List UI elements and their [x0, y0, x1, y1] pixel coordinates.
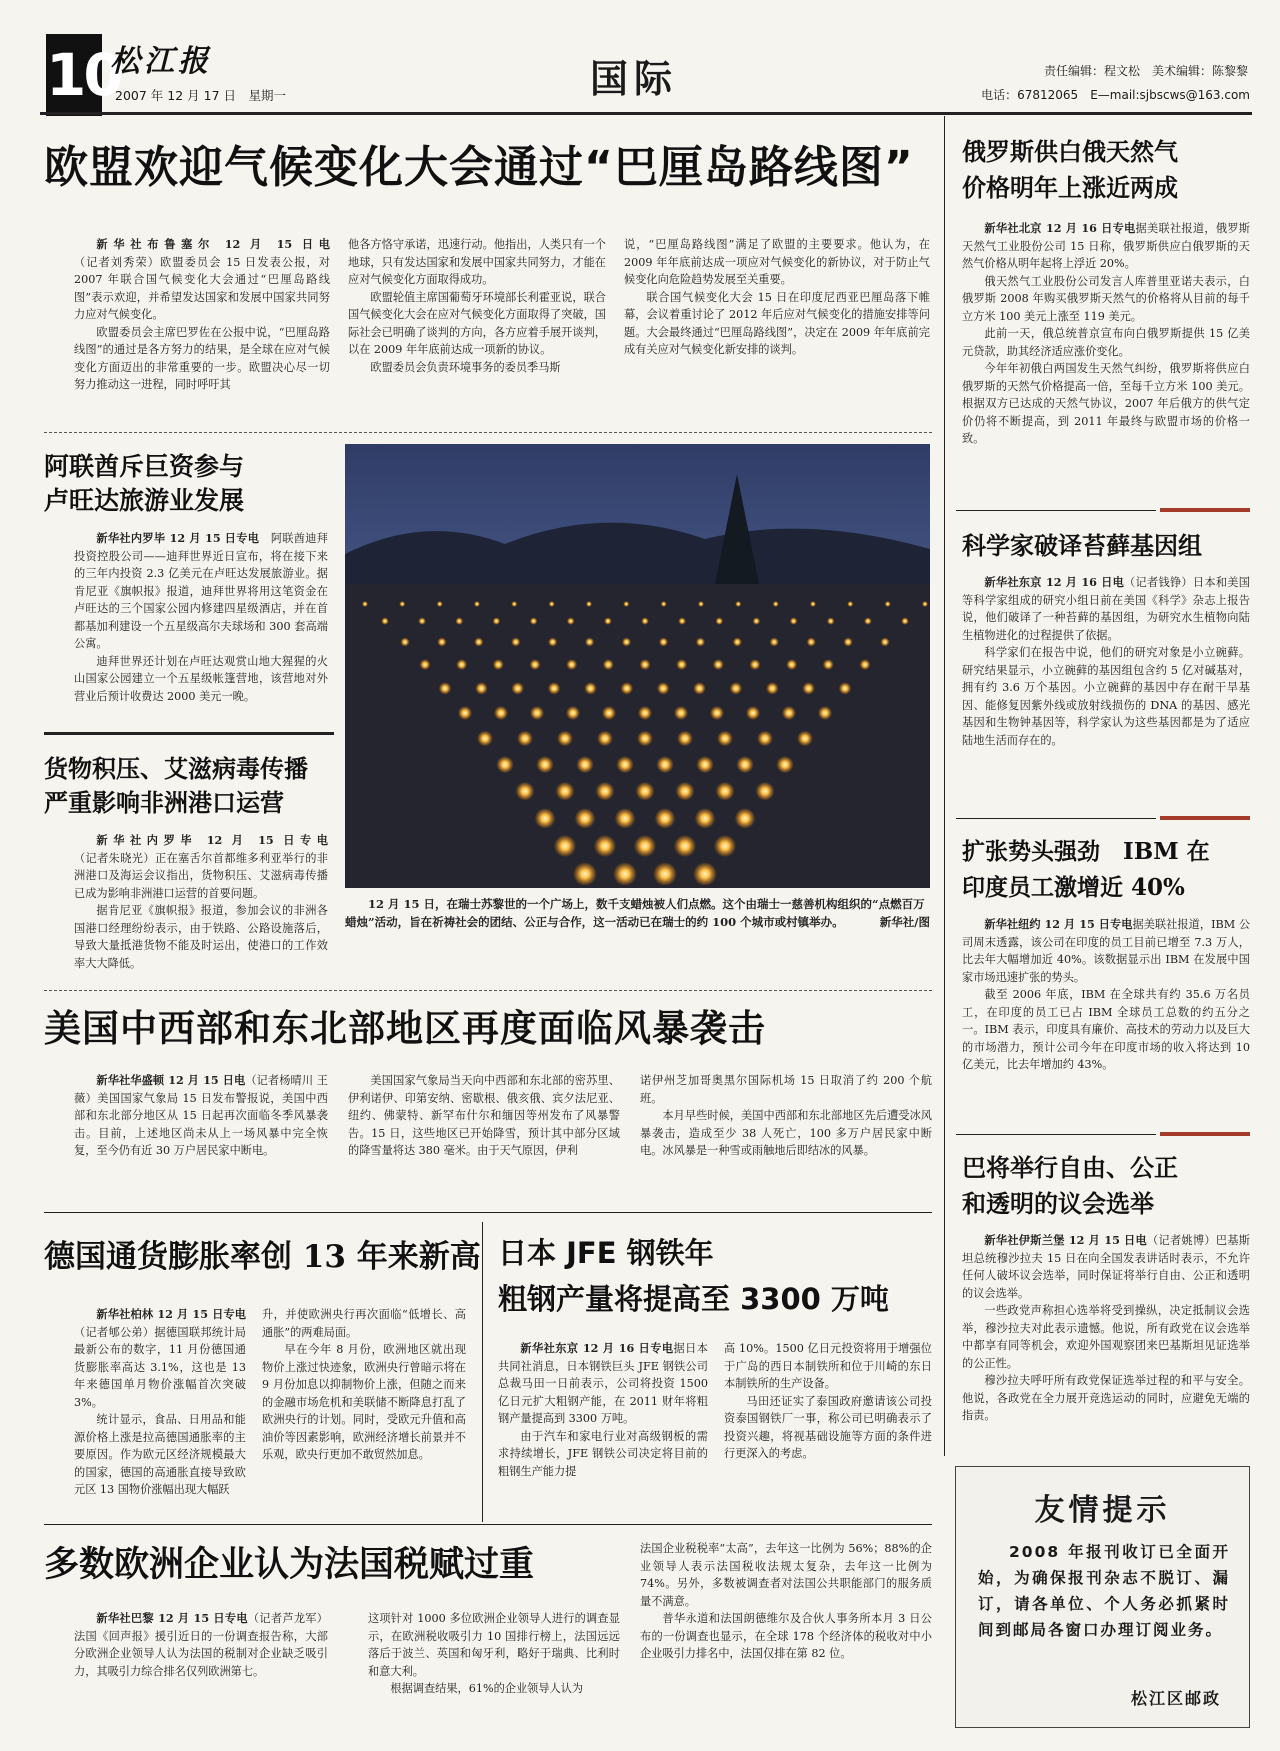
candle-light — [901, 617, 909, 625]
candle-light — [530, 617, 538, 625]
candle-light — [860, 659, 871, 670]
divider — [956, 1134, 1156, 1135]
candle-light — [616, 756, 633, 773]
candle-light — [615, 808, 636, 829]
candle-light — [399, 601, 405, 607]
candle-light — [695, 808, 716, 829]
article-us-storm-col3: 诺伊州芝加哥奥黑尔国际机场 15 日取消了约 200 个航班。 本月早些时候，美国中西部和东北部地区先后遭受冰风暴袭击，造成至少 38 人死亡，100 多万户居民家中断电。冰风暴是一种雪或雨触地后即结冰的风暴。 — [640, 1074, 932, 1157]
headline-russia-gas: 俄罗斯供白俄天然气 价格明年上涨近两成 — [962, 137, 1178, 202]
article-russia-gas: 新华社北京 12 月 16 日专电据美联社报道，俄罗斯天然气工业股份公司 15 日称，俄罗斯供应白俄罗斯的天然气价格从明年起将上浮近 20%。 俄天然气工业股份公司发言人库普里亚诺夫表示，白俄罗斯 2008 年购买俄罗斯天然气的价格将从目前的每千立方米 100 美元上涨至 119 美元。 此前一天，俄总统普京宣布向白俄罗斯提供 15 亿美元贷款，助其经济适应涨价变化。 今年年初俄白两国发生天然气纠纷，俄罗斯将供应白俄罗斯的天然气价格提高一倍，至每千立方米 100 美元。根据双方已达成的天然气协议，2007 年后俄方的供气定价仍将不断提高，到 2011 年最终与欧盟市场的价格一致。 — [962, 221, 1250, 445]
candle-light — [456, 659, 467, 670]
candle-light — [604, 617, 612, 625]
candle-light — [753, 617, 761, 625]
candle-light — [548, 682, 561, 695]
candle-light — [678, 617, 686, 625]
candle-light — [494, 706, 508, 720]
candle-light — [766, 682, 779, 695]
reminder-text: 2008 年报刊收订已全面开始，为确保报刊杂志不脱订、漏订，请各单位、个人务必抓紧时间到邮局各窗口办理订阅业务。 — [978, 1543, 1230, 1639]
candle-light — [716, 617, 724, 625]
candle-light — [810, 601, 816, 607]
candle-light — [511, 601, 517, 607]
candle-light — [566, 706, 580, 720]
divider — [956, 818, 1156, 819]
candle-light — [661, 601, 667, 607]
editors-credit: 责任编辑：程文松 美术编辑：陈黎黎 — [1043, 64, 1248, 78]
column-divider — [944, 116, 945, 1456]
candle-light — [827, 617, 835, 625]
candle-light — [477, 731, 493, 747]
article-jfe-col1: 新华社东京 12 月 16 日专电据日本共同社消息，日本钢铁巨头 JFE 钢铁公司总裁马田一日前表示，公司将投资 1500 亿日元扩大粗钢产能，在 2011 财年将粗钢产量提高到 3300 万吨。 由于汽车和家电行业对高级钢板的需求持续增长，JFE 钢铁公司决定将目前的粗钢生产能力提 — [498, 1341, 708, 1478]
candle-light — [736, 756, 753, 773]
candle-light — [730, 682, 743, 695]
photo-caption: 12 月 15 日，在瑞士苏黎世的一个广场上，数千支蜡烛被人们点燃。这个由瑞士一慈善机构组织的“点燃百万蜡烛”活动，旨在祈祷社会的团结、公正与合作，这一活动已在瑞士的约 100 个城市或村镇举办。 新华社/图 — [345, 897, 930, 929]
candle-light — [641, 617, 649, 625]
article-eu-tax-col1: 新华社巴黎 12 月 15 日专电（记者芦龙军）法国《回声报》援引近日的一份调查报告称，大部分欧洲企业领导人认为法国的税制对企业缺乏吸引力，其吸引力综合排名仅列欧洲第七。 — [74, 1611, 328, 1678]
candle-light — [597, 731, 613, 747]
candle-light — [575, 808, 596, 829]
candle-light — [594, 835, 616, 857]
candle-light — [530, 706, 544, 720]
article-uae-rwanda: 新华社内罗毕 12 月 15 日专电 阿联酋迪拜投资控股公司——迪拜世界近日宣布，将在接下来的三年内投资 2.3 亿美元在卢旺达发展旅游业。据肯尼亚《旗帜报》报道，迪拜世界将用这笔资金在卢旺达的三个国家公园内修建四星级酒店，并在首都基加利建设一个五星级高尔夫球场和 300 套高端公寓。 迪拜世界还计划在卢旺达观赏山地大猩猩的火山国家公园建立一个五星级帐篷营地，该营地对外营业后预计收费达 2000 美元一晚。 — [74, 531, 328, 703]
candle-light — [556, 782, 575, 801]
candle-light — [693, 682, 706, 695]
headline-eu-tax: 多数欧洲企业认为法国税赋过重 — [44, 1545, 535, 1585]
candle-light — [693, 862, 717, 886]
candle-light — [714, 835, 736, 857]
candle-light — [493, 617, 501, 625]
headline-eu-climate: 欧盟欢迎气候变化大会通过“巴厘岛路线图” — [44, 142, 914, 193]
candle-light — [656, 756, 673, 773]
section-title: 国际 — [590, 57, 679, 101]
reminder-signature: 松江区邮政 — [1130, 1689, 1221, 1708]
candle-light — [880, 637, 889, 646]
article-africa-ports: 新华社内罗毕 12 月 15 日专电（记者朱晓光）正在塞舌尔首都维多利亚举行的非洲港口及海运会议指出，货物积压、艾滋病毒传播已成为影响非洲港口运营的首要问题。 据肯尼亚《旗帜报》报道，参加会议的非洲各国港口经理纷纷表示，由于铁路、公路设施落后，导致大量抵港货物不能及时运出，使港口的工作效率大大降低。 — [74, 833, 328, 970]
article-pakistan-election: 新华社伊斯兰堡 12 月 15 日电（记者姚博）巴基斯坦总统穆沙拉夫 15 日在向全国发表讲话时表示，不允许任何人破坏议会选举，同时保证将举行自由、公正和透明的议会选举。 一些政党声称担心选举将受到操纵，决定抵制议会选举，穆沙拉夫对此表示遗憾。他说，所有政党在议会选举中都享有同等机会，欢迎外国观察团来巴基斯坦见证选举的公正性。 穆沙拉夫呼吁所有政党保证选举过程的和平与安全。他说，各政党在全力展开竞选运动的同时，应避免无端的指责。 — [962, 1233, 1250, 1422]
candle-light — [802, 682, 815, 695]
article-eu-climate-col1: 新华社布鲁塞尔 12 月 15 日电（记者刘秀荣）欧盟委员会 15 日发表公报，对 2007 年联合国气候变化大会通过“巴厘岛路线图”表示欢迎，并希望发达国家和发展中国家共同努力应对气候变化。 欧盟委员会主席巴罗佐在公报中说，“巴厘岛路线图”的通过是各方努力的结果，是全球在应对气候变化方面迈出的非常重要的一步。欧盟决心尽一切努力推动这一进程，同时呼吁其 — [74, 237, 330, 391]
candle-light — [400, 637, 409, 646]
candle-light — [776, 756, 793, 773]
candle-light — [602, 706, 616, 720]
article-eu-climate-col2: 他各方恪守承诺，迅速行动。他指出，人类只有一个地球，只有发达国家和发展中国家共同努力，才能在应对气候变化方面取得成功。 欧盟轮值主席国葡萄牙环境部长利霍亚说，联合国气候变化大会在应对气候变化方面取得了突破，国际社会已明确了谈判的方向，各方应着手展开谈判，以在 2009 年年底前达成一项新的协议。 欧盟委员会负责环境事务的委员季马斯 — [348, 238, 606, 374]
candle-light — [493, 659, 504, 670]
divider — [956, 510, 1156, 511]
candle-light — [516, 782, 535, 801]
candle-light — [623, 601, 629, 607]
candle-light — [475, 682, 488, 695]
candle-light — [634, 835, 656, 857]
candle-light — [674, 706, 688, 720]
candle-light — [548, 637, 557, 646]
candle-light — [733, 637, 742, 646]
candle-light — [844, 637, 853, 646]
headline-us-storm: 美国中西部和东北部地区再度面临风暴袭击 — [44, 1007, 766, 1050]
candle-light — [659, 637, 668, 646]
headline-uae-rwanda: 阿联酋斥巨资参与 卢旺达旅游业发展 — [44, 452, 245, 515]
candle-light — [677, 731, 693, 747]
divider — [44, 990, 932, 991]
candle-light — [746, 706, 760, 720]
candle-light — [657, 682, 670, 695]
divider — [44, 432, 932, 433]
candle-light — [418, 617, 426, 625]
candle-light — [698, 601, 704, 607]
accent-bar — [1160, 508, 1250, 512]
candle-light — [770, 637, 779, 646]
headline-ibm-india: 扩张势头强劲 IBM 在 印度员工激增近 40% — [962, 838, 1210, 901]
article-us-storm-col2: 美国国家气象局当天向中西部和东北部的密苏里、伊利诺伊、印第安纳、密歇根、俄亥俄、宾夕法尼亚、纽约、佛蒙特、新罕布什尔和缅因等州发布了风暴警告。15 日，这些地区已开始降雪，预计其中部分区域的降雪量将达 380 毫米。由于天气原因，伊利 — [348, 1074, 620, 1157]
article-germany-col1: 新华社柏林 12 月 15 日专电（记者郇公弟）据德国联邦统计局最新公布的数字，11 月份德国通货膨胀率高达 3.1%，这也是 13 年来德国单月物价涨幅首次突破 3%。 统计显示，食品、日用品和能源价格上涨是拉高德国通胀率的主要原因。作为欧元区经济规模最大的国家，德国的高通胀直接导致欧元区 13 国物价涨幅出现大幅跃 — [74, 1307, 246, 1496]
headline-pakistan-election: 巴将举行自由、公正 和透明的议会选举 — [962, 1153, 1178, 1218]
candle-light — [922, 601, 928, 607]
headline-germany-inflation: 德国通货膨胀率创 13 年来新高 — [44, 1239, 481, 1275]
candle-light — [847, 601, 853, 607]
reminder-title: 友情提示 — [1034, 1493, 1171, 1528]
candle-light — [823, 659, 834, 670]
candle-light — [437, 601, 443, 607]
candle-light — [676, 782, 695, 801]
candle-light — [381, 617, 389, 625]
candle-light — [474, 601, 480, 607]
candle-light — [456, 617, 464, 625]
candle-light — [716, 782, 735, 801]
divider — [44, 1524, 932, 1525]
candle-light — [586, 601, 592, 607]
headline-moss-genome: 科学家破译苔藓基因组 — [962, 531, 1202, 560]
candle-light — [511, 682, 524, 695]
candle-light — [566, 659, 577, 670]
article-us-storm-col1: 新华社华盛顿 12 月 15 日电（记者杨晴川 王薇）美国国家气象局 15 日发布警报说，美国中西部和东北部分地区从 15 日起再次面临冬季风暴袭击。目前，上述地区尚未从上一场风暴中完全恢复，至今仍有近 30 万户居民家中断电。 — [74, 1073, 328, 1157]
header-rule — [40, 112, 1252, 115]
candle-light — [807, 637, 816, 646]
photo-credit: 新华社/图 — [879, 915, 930, 929]
candle-light — [517, 731, 533, 747]
candle-light — [655, 808, 676, 829]
candle-light — [596, 782, 615, 801]
candle-light — [818, 706, 832, 720]
candle-light — [584, 682, 597, 695]
candle-light — [362, 601, 368, 607]
candle-light — [790, 617, 798, 625]
candle-light — [773, 601, 779, 607]
candle-light — [576, 756, 593, 773]
article-eu-tax-col2: 这项针对 1000 多位欧洲企业领导人进行的调查显示，在欧洲税收吸引力 10 国排行榜上，法国远远落后于波兰、英国和匈牙利，略好于瑞典、比利时和意大利。 根据调查结果，61%的企业领导人认为 — [368, 1612, 620, 1695]
article-jfe-col2: 高 10%。1500 亿日元投资将用于增强位于广岛的西日本制铁所和位于川崎的东日本制铁所的生产设备。 马田还证实了泰国政府邀请该公司投资泰国钢铁厂一事，称公司已明确表示了投资兴趣，将视基础设施等方面的条件进行更深入的考虑。 — [724, 1342, 932, 1460]
headline-africa-ports: 货物积压、艾滋病毒传播 严重影响非洲港口运营 — [44, 754, 308, 817]
candle-light — [864, 617, 872, 625]
candle-light — [750, 659, 761, 670]
candle-light — [885, 601, 891, 607]
candle-light — [653, 862, 677, 886]
masthead-logo: 松江报 — [110, 44, 212, 79]
article-eu-climate-col3: 说，“巴厘岛路线图”满足了欧盟的主要要求。他认为，在 2009 年年底前达成一项应对气候变化的新协议，对于防止气候变化向危险趋势发展至关重要。 联合国气候变化大会 15 日在印度尼西亚巴厘岛落下帷幕，会议着重讨论了 2012 年后应对气候变化的措施安排等问题。大会最终通过“巴厘岛路线图”，决定在 2009 年年底前完成有关应对气候变化新安排的谈判。 — [624, 238, 930, 356]
candle-light — [511, 637, 520, 646]
accent-bar — [1160, 816, 1250, 820]
candle-light — [439, 682, 452, 695]
contact-info: 电话：67812065 E—mail:sjbscws@163.com — [981, 88, 1250, 102]
candle-light — [573, 862, 597, 886]
candle-light — [786, 659, 797, 670]
article-moss-genome: 新华社东京 12 月 16 日电（记者钱铮）日本和美国等科学家组成的研究小组日前在美国《科学》杂志上报告说，他们破译了一种苔藓的基因组，为研究水生植物向陆生植物进化的过程提供了依据。 科学家们在报告中说，他们的研究对象是小立碗藓。研究结果显示，小立碗藓的基因组包含约 5 亿对碱基对，拥有约 3.6 万个基因。小立碗藓的基因中存在耐干旱基因、能修复因紫外线或放射线损伤的 DNA 的基因、感光基因和生物钟基因等，科学家认为这些基因都是为了适应陆地生活而存在的。 — [962, 575, 1250, 747]
page-number: 10 — [46, 34, 102, 116]
candle-light — [637, 731, 653, 747]
article-germany-col2: 升，并使欧洲央行再次面临“低增长、高通胀”的两难局面。 早在今年 8 月份，欧洲地区就出现物价上涨过快迹象，欧洲央行曾暗示将在 9 月份加息以抑制物价上涨，但随之而来的金融市场危机和美联储不断降息打乱了欧洲央行的计划。同时，受欧元升值和高油价等因素影响，欧洲经济增长前景并不乐观，欧央行更加不敢贸然加息。 — [262, 1308, 466, 1461]
candle-light — [756, 782, 775, 801]
candle-light — [420, 659, 431, 670]
candle-light — [535, 808, 556, 829]
candle-light — [710, 706, 724, 720]
candle-light — [797, 731, 813, 747]
candle-light — [757, 731, 773, 747]
candle-light — [638, 706, 652, 720]
candle-light — [735, 808, 756, 829]
candle-light — [557, 731, 573, 747]
candle-light — [554, 835, 576, 857]
accent-bar — [1160, 1132, 1250, 1136]
candle-light — [674, 835, 696, 857]
candle-light — [696, 756, 713, 773]
issue-date: 2007 年 12 月 17 日 星期一 — [115, 88, 286, 103]
candle-light — [585, 637, 594, 646]
photo-candle-square — [345, 444, 930, 888]
candle-light — [622, 637, 631, 646]
article-eu-tax-col3: 法国企业税税率“太高”，去年这一比例为 56%；88%的企业领导人表示法国税收法规太复杂，去年这一比例为 74%。另外，多数被调查者对法国公共职能部门的服务质量不满意。 普华永道和法国朗德维尔及合伙人事务所本月 3 日公布的一份调查也显示，在全球 178 个经济体的税收对中小企业吸引力排名中，法国仅排在第 82 位。 — [640, 1542, 932, 1660]
candle-light — [676, 659, 687, 670]
candle-light — [536, 756, 553, 773]
headline-jfe-steel: 日本 JFE 钢铁年 粗钢产量将提高至 3300 万吨 — [498, 1236, 889, 1316]
candle-light — [474, 637, 483, 646]
candle-light — [621, 682, 634, 695]
candle-light — [496, 756, 513, 773]
divider — [44, 1212, 932, 1213]
column-divider — [482, 1222, 483, 1522]
article-ibm-india: 新华社纽约 12 月 15 日专电据美联社报道，IBM 公司周末透露，该公司在印度的员工目前已增至 7.3 万人，比去年大幅增加近 40%。该数据显示出 IBM 在发展中国家市场迅速扩张的势头。 截至 2006 年底，IBM 在全球共有约 35.6 万名员工，在印度的员工已占 IBM 全球员工总数的约五分之一。IBM 表示，印度具有廉价、高技术的劳动力以及巨大的市场潜力，预计公司今年在印度市场的收入将达到 10 亿美元，比去年增加约 43%。 — [962, 917, 1250, 1071]
candle-light — [839, 682, 852, 695]
candle-light — [713, 659, 724, 670]
candle-light — [782, 706, 796, 720]
candle-light — [458, 706, 472, 720]
candle-light — [636, 782, 655, 801]
candle-light — [735, 601, 741, 607]
candle-light — [567, 617, 575, 625]
candle-light — [437, 637, 446, 646]
candle-light — [603, 659, 614, 670]
candle-light — [613, 862, 637, 886]
reminder-box — [955, 1466, 1250, 1728]
candle-light — [696, 637, 705, 646]
candle-light — [530, 659, 541, 670]
candle-light — [549, 601, 555, 607]
candle-square-image — [345, 444, 930, 888]
candle-light — [640, 659, 651, 670]
candle-light — [717, 731, 733, 747]
divider — [44, 732, 334, 735]
